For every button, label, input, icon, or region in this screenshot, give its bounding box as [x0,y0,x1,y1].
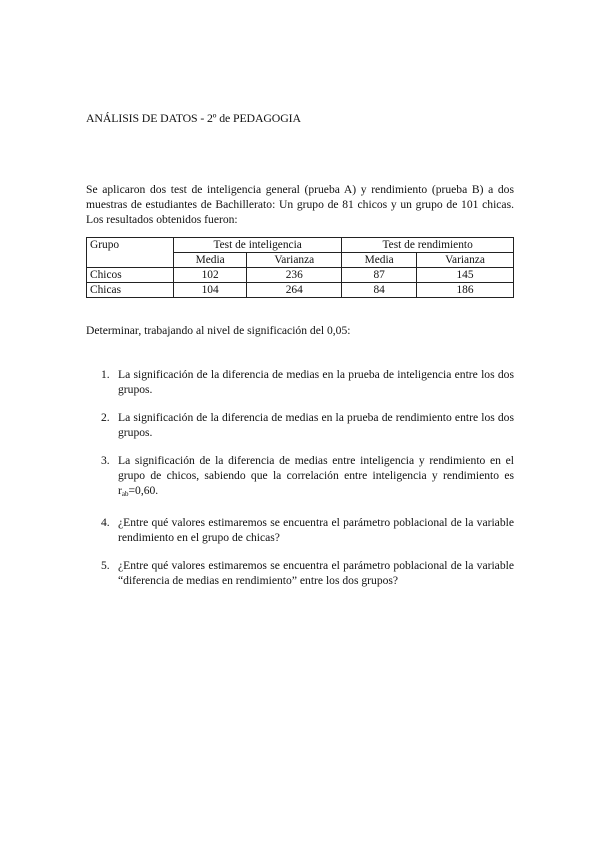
question-number: 2. [101,411,110,424]
table-cell: 87 [342,268,417,283]
table-cell: 84 [342,283,417,298]
table-cell: 186 [417,283,514,298]
test-b-header: Test de rendimiento [342,238,514,253]
instruction-text: Determinar, trabajando al nivel de significación del 0,05: [86,324,351,337]
sub-header: Varianza [417,253,514,268]
row-label: Chicas [87,283,174,298]
document-title: ANÁLISIS DE DATOS - 2º de PEDAGOGIA [86,111,301,125]
question-list [86,367,514,601]
table-row [87,283,514,298]
correlation-symbol: r [118,484,122,497]
question-text: La significación de la diferencia de medias en la prueba de inteligencia entre los dos grupos. [118,368,514,396]
table-row [87,268,514,283]
list-item [86,453,514,502]
group-header: Grupo [87,238,174,268]
table-header-row [87,238,514,253]
question-number: 3. [101,454,110,467]
question-text: ¿Entre qué valores estimaremos se encuentra el parámetro poblacional de la variable “diferencia de medias en rendimiento” entre los dos grupos? [118,559,514,587]
sub-header: Varianza [247,253,342,268]
correlation-value: =0,60. [128,484,159,497]
list-item [86,558,514,588]
row-label: Chicos [87,268,174,283]
correlation-subscript: ab [121,490,129,498]
sub-header: Media [342,253,417,268]
results-table [86,237,514,298]
question-text: ¿Entre qué valores estimaremos se encuentra el parámetro poblacional de la variable rendimiento en el grupo de chicas? [118,516,514,544]
list-item [86,515,514,545]
question-text: La significación de la diferencia de medias entre inteligencia y rendimiento en el grupo de chicos, sabiendo que la correlación entre inteligencia y rendimiento es [118,454,514,482]
question-text: La significación de la diferencia de medias en la prueba de rendimiento entre los dos grupos. [118,411,514,439]
table-cell: 104 [174,283,247,298]
list-item [86,410,514,440]
question-number: 5. [101,559,110,572]
sub-header: Media [174,253,247,268]
list-item [86,367,514,397]
table-cell: 264 [247,283,342,298]
table-cell: 236 [247,268,342,283]
intro-paragraph: Se aplicaron dos test de inteligencia general (prueba A) y rendimiento (prueba B) a dos muestras de estudiantes de Bachillerato: Un grupo de 81 chicos y un grupo de 101 chicas. Los resultados obtenidos fueron: [86,183,514,226]
question-number: 4. [101,516,110,529]
question-number: 1. [101,368,110,381]
table-cell: 145 [417,268,514,283]
test-a-header: Test de inteligencia [174,238,342,253]
table-cell: 102 [174,268,247,283]
